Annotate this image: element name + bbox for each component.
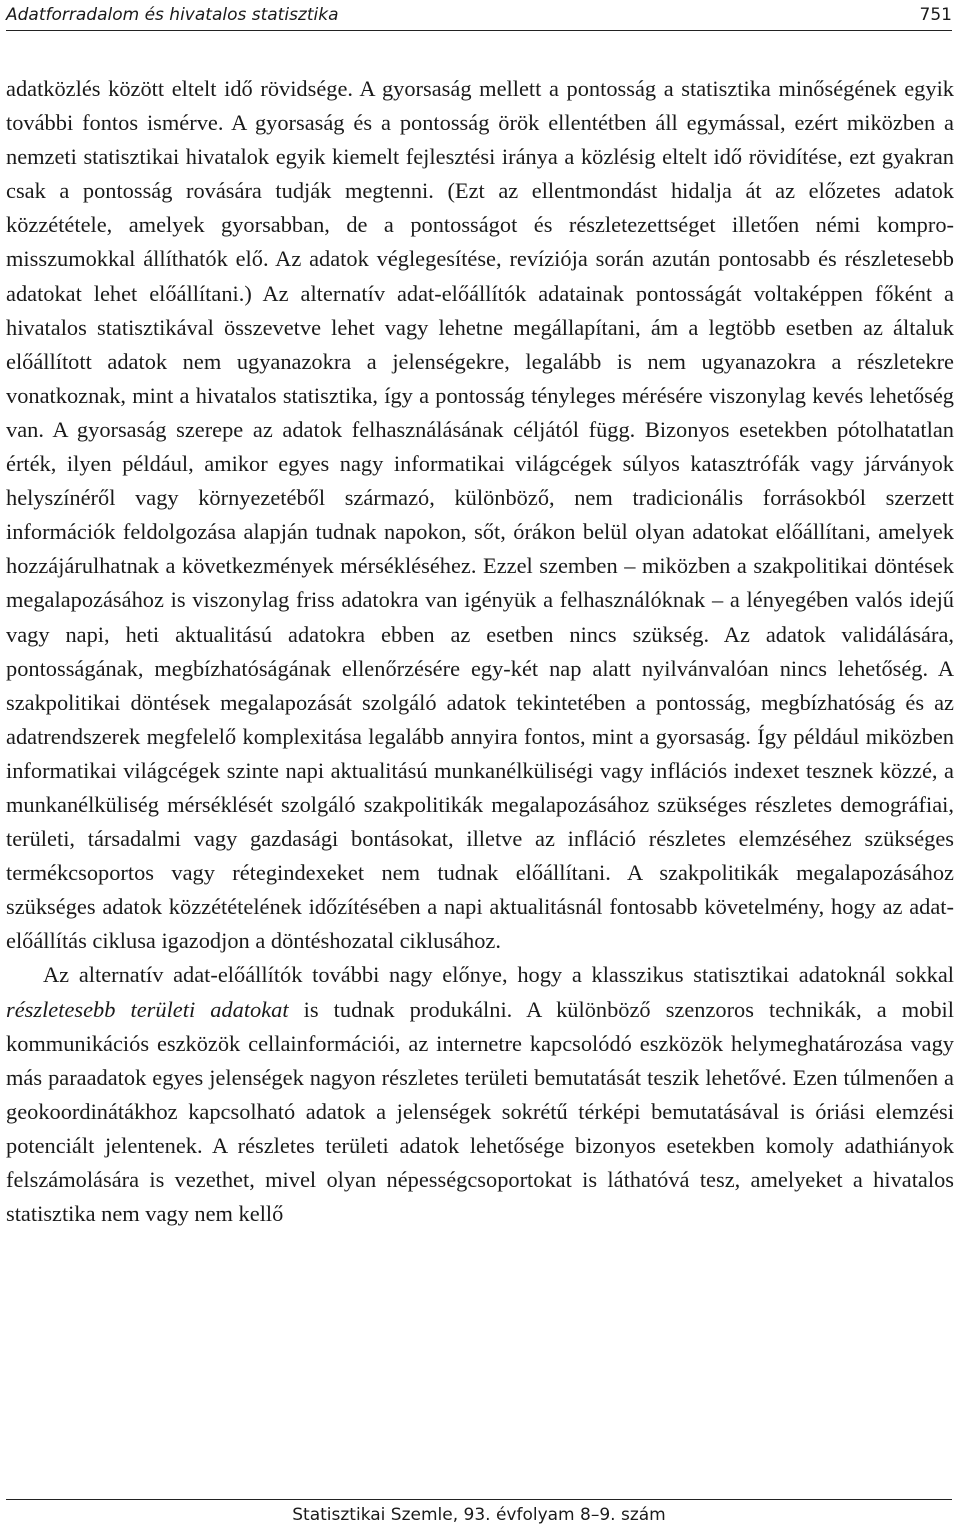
paragraph (6, 958, 954, 1231)
paragraph-text: adatközlés között eltelt idő rövidsége. A gyorsaság mellett a pontosság a statisztika minőségének egyik további fontos ismérve. A gyorsaság és a pontosság örök ellentétben áll egymással, ezért miközben a nemzeti statisztikai hivatalok egyik kiemelt fejlesztési iránya a közlésig eltelt idő rövidítése, ezt gyakran csak a pontosság rovására tudják megtenni. (Ezt az ellentmondást hidalja át az előzetes adatok közzététele, amelyek gyorsabban, de a pontosságot és részletezettséget illetően némi kompromisszumokkal állíthatók elő. Az adatok véglegesítése, revíziója során azután pontosabb és részletesebb adatokat lehet előállítani.) Az alternatív adat-előállítók adatainak pontosságát voltaképpen főként a hivatalos statisztikával összevetve lehet vagy lehetne megállapítani, ám a legtöbb esetben az általuk előállított adatok nem ugyanazokra a jelenségekre, legalább is nem ugyanazokra a részletekre vonatkoznak, mint a hivatalos statisztika, így a pontosság tényleges mérésére viszonylag kevés lehetőség van. A gyorsaság szerepe az adatok felhasználásának céljától függ. Bizonyos esetekben pótolhatatlan érték, ilyen például, amikor egyes nagy informatikai világcégek súlyos katasztrófák vagy járványok helyszínéről vagy környezetéből származó, különböző, nem tradicionális forrásokból szerzett információk feldolgozása alapján tudnak napokon, sőt, órákon belül olyan adatokat előállítani, amelyek hozzájárulhatnak a következmények mérsékléséhez. Ezzel szemben – miközben a szakpolitikai döntések megalapozásához is viszonylag friss adatokra van igényük a felhasználóknak – a lényegében valós idejű vagy napi, heti aktualitású adatokra ebben az esetben nincs szükség. Az adatok validálására, pontosságának, megbízhatóságának ellenőrzésére egy-két nap alatt nyilvánvalóan nincs lehetőség. A szakpolitikai döntések megalapozását szolgáló adatok tekintetében a pontosság, megbízhatóság és az adatrendszerek megfelelő komplexitása legalább annyira fontos, mint a gyorsaság. Így például miközben informatikai világcégek szinte napi aktualitású munkanélküliségi vagy inflációs indexet tesznek közzé, a munkanélküliség mérséklését szolgáló szakpolitikák megalapozásához szükséges részletes demográfiai, területi, társadalmi vagy gazdasági bontásokat, illetve az infláció részletes elemzéséhez szükséges termékcsoportos vagy rétegindexeket nem tudnak előállítani. A szakpolitikák megalapozásához szükséges adatok közzétételének időzítésében a napi aktualitásnál fontosabb követelmény, hogy az adat-előállítás ciklusa igazodjon a döntéshozatal ciklusához. (6, 76, 954, 954)
paragraph-text: Az alternatív adat-előállítók további nagy előnye, hogy a klasszikus statisztikai adatoknál sokkal (43, 962, 954, 988)
paragraph-text: is tudnak produkálni. A különböző szenzoros technikák, a mobil kommunikációs eszközök cellainformációi, az internetre kapcsolódó eszközök helymeghatározása vagy más paraadatok egyes jelenségek nagyon részletes területi bemutatását teszik lehetővé. Ezen túlmenően a geokoordinátákhoz kapcsolható adatok a jelenségek sokrétű térképi bemutatásával is óriási elemzési potenciált jelentenek. A részletes területi adatok lehetősége bizonyos esetekben komoly adathiányok felszámolására is vezethet, mivel olyan népességcsoportokat is láthatóvá tesz, amelyeket a hivatalos statisztika nem vagy nem kellő (6, 996, 954, 1227)
journal-citation: Statisztikai Szemle, 93. évfolyam 8–9. szám (292, 1505, 666, 1525)
running-footer (6, 1499, 952, 1530)
page-number: 751 (919, 5, 952, 25)
header-section-title: Adatforradalom és hivatalos statisztika (6, 5, 339, 25)
emphasized-text: részletesebb területi adatokat (6, 996, 289, 1022)
body-text (6, 72, 954, 1231)
paragraph (6, 72, 954, 958)
running-header (6, 0, 952, 31)
